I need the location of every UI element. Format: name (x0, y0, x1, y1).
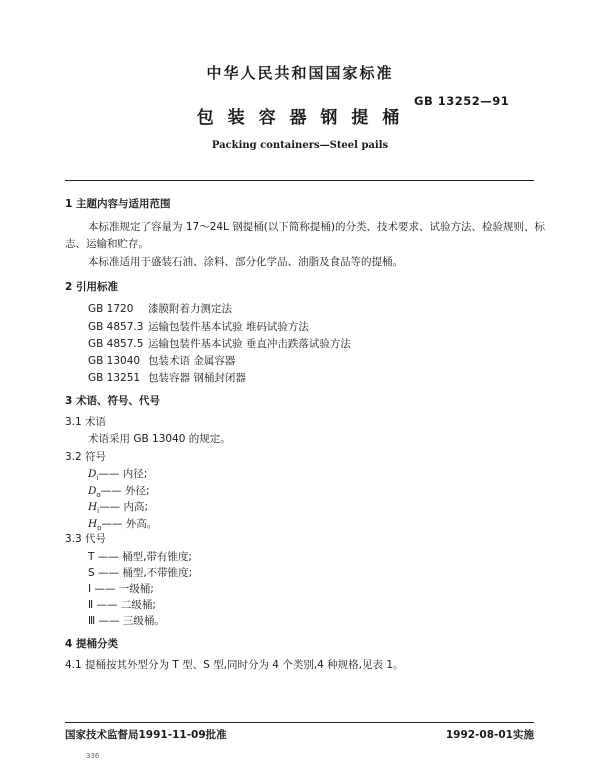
reference-item (88, 337, 351, 351)
symbol-letter: D (88, 468, 97, 480)
section-4-1-text: 4.1 提桶按其外型分为 T 型、S 型,同时分为 4 个类别,4 种规格,见表 1。 (65, 659, 404, 671)
reference-item (88, 371, 246, 385)
section-4-heading: 4 提桶分类 (65, 638, 118, 650)
national-standard-heading: 中华人民共和国国家标准 (206, 64, 394, 82)
approval-date: 国家技术监督局1991-11-09批准 (65, 729, 227, 741)
section-2-heading: 2 引用标准 (65, 281, 118, 293)
section-1-paragraph-1-line-1: 本标准规定了容量为 17～24L 钢提桶(以下简称提桶)的分类、技术要求、试验方法、检验规则、标 (88, 221, 545, 233)
reference-title: 运输包装件基本试验 堆码试验方法 (148, 321, 309, 333)
reference-code: GB 1720 (88, 303, 134, 315)
symbol-description: —— 内高; (99, 501, 149, 513)
reference-title: 运输包装件基本试验 垂直冲击跌落试验方法 (148, 338, 351, 350)
section-1-heading: 1 主题内容与适用范围 (65, 198, 171, 210)
footer-divider (65, 722, 534, 723)
symbol-subscript: o (97, 524, 102, 533)
reference-code: GB 13251 (88, 372, 141, 384)
section-3-1-text: 术语采用 GB 13040 的规定。 (88, 433, 231, 445)
reference-item (88, 354, 235, 368)
header-divider (65, 180, 534, 181)
symbol-subscript: o (96, 491, 101, 500)
reference-title: 漆膜附着力测定法 (148, 303, 232, 315)
section-3-3-heading: 3.3 代号 (65, 533, 107, 545)
section-1-paragraph-1-line-2: 志、运输和贮存。 (65, 238, 149, 250)
document-title-english: Packing containers—Steel pails (211, 140, 389, 151)
code-item: Ⅰ —— 一级桶; (88, 583, 154, 595)
reference-title: 包装容器 钢桶封闭器 (148, 372, 246, 384)
symbol-letter: H (88, 501, 98, 513)
symbol-letter: H (88, 518, 98, 530)
symbol-letter: D (88, 485, 97, 497)
code-item: T —— 桶型,带有锥度; (88, 551, 192, 563)
section-3-1-heading: 3.1 术语 (65, 416, 107, 428)
section-3-heading: 3 术语、符号、代号 (65, 395, 160, 407)
symbol-item (88, 467, 147, 485)
symbol-description: —— 外高。 (101, 518, 158, 530)
code-item: Ⅱ —— 二级桶; (88, 599, 156, 611)
page-number: 336 (86, 752, 100, 760)
code-item: Ⅲ —— 三级桶。 (88, 615, 165, 627)
reference-item (88, 320, 309, 334)
symbol-subscript: i (97, 507, 100, 516)
code-item: S —— 桶型,不带锥度; (88, 567, 193, 579)
symbol-subscript: i (96, 474, 99, 483)
section-1-paragraph-2: 本标准适用于盛装石油、涂料、部分化学品、油脂及食品等的提桶。 (88, 256, 403, 268)
reference-code: GB 4857.3 (88, 321, 144, 333)
implementation-date: 1992-08-01实施 (445, 729, 534, 741)
reference-code: GB 13040 (88, 355, 141, 367)
reference-item (88, 302, 232, 316)
reference-code: GB 4857.5 (88, 338, 144, 350)
symbol-description: —— 外径; (100, 485, 150, 497)
standard-number: GB 13252—91 (414, 94, 510, 108)
reference-title: 包装术语 金属容器 (148, 355, 236, 367)
symbol-description: —— 内径; (98, 468, 148, 480)
symbol-item (88, 500, 148, 518)
document-title: 包 装 容 器 钢 提 桶 (196, 108, 404, 128)
section-3-2-heading: 3.2 符号 (65, 451, 107, 463)
